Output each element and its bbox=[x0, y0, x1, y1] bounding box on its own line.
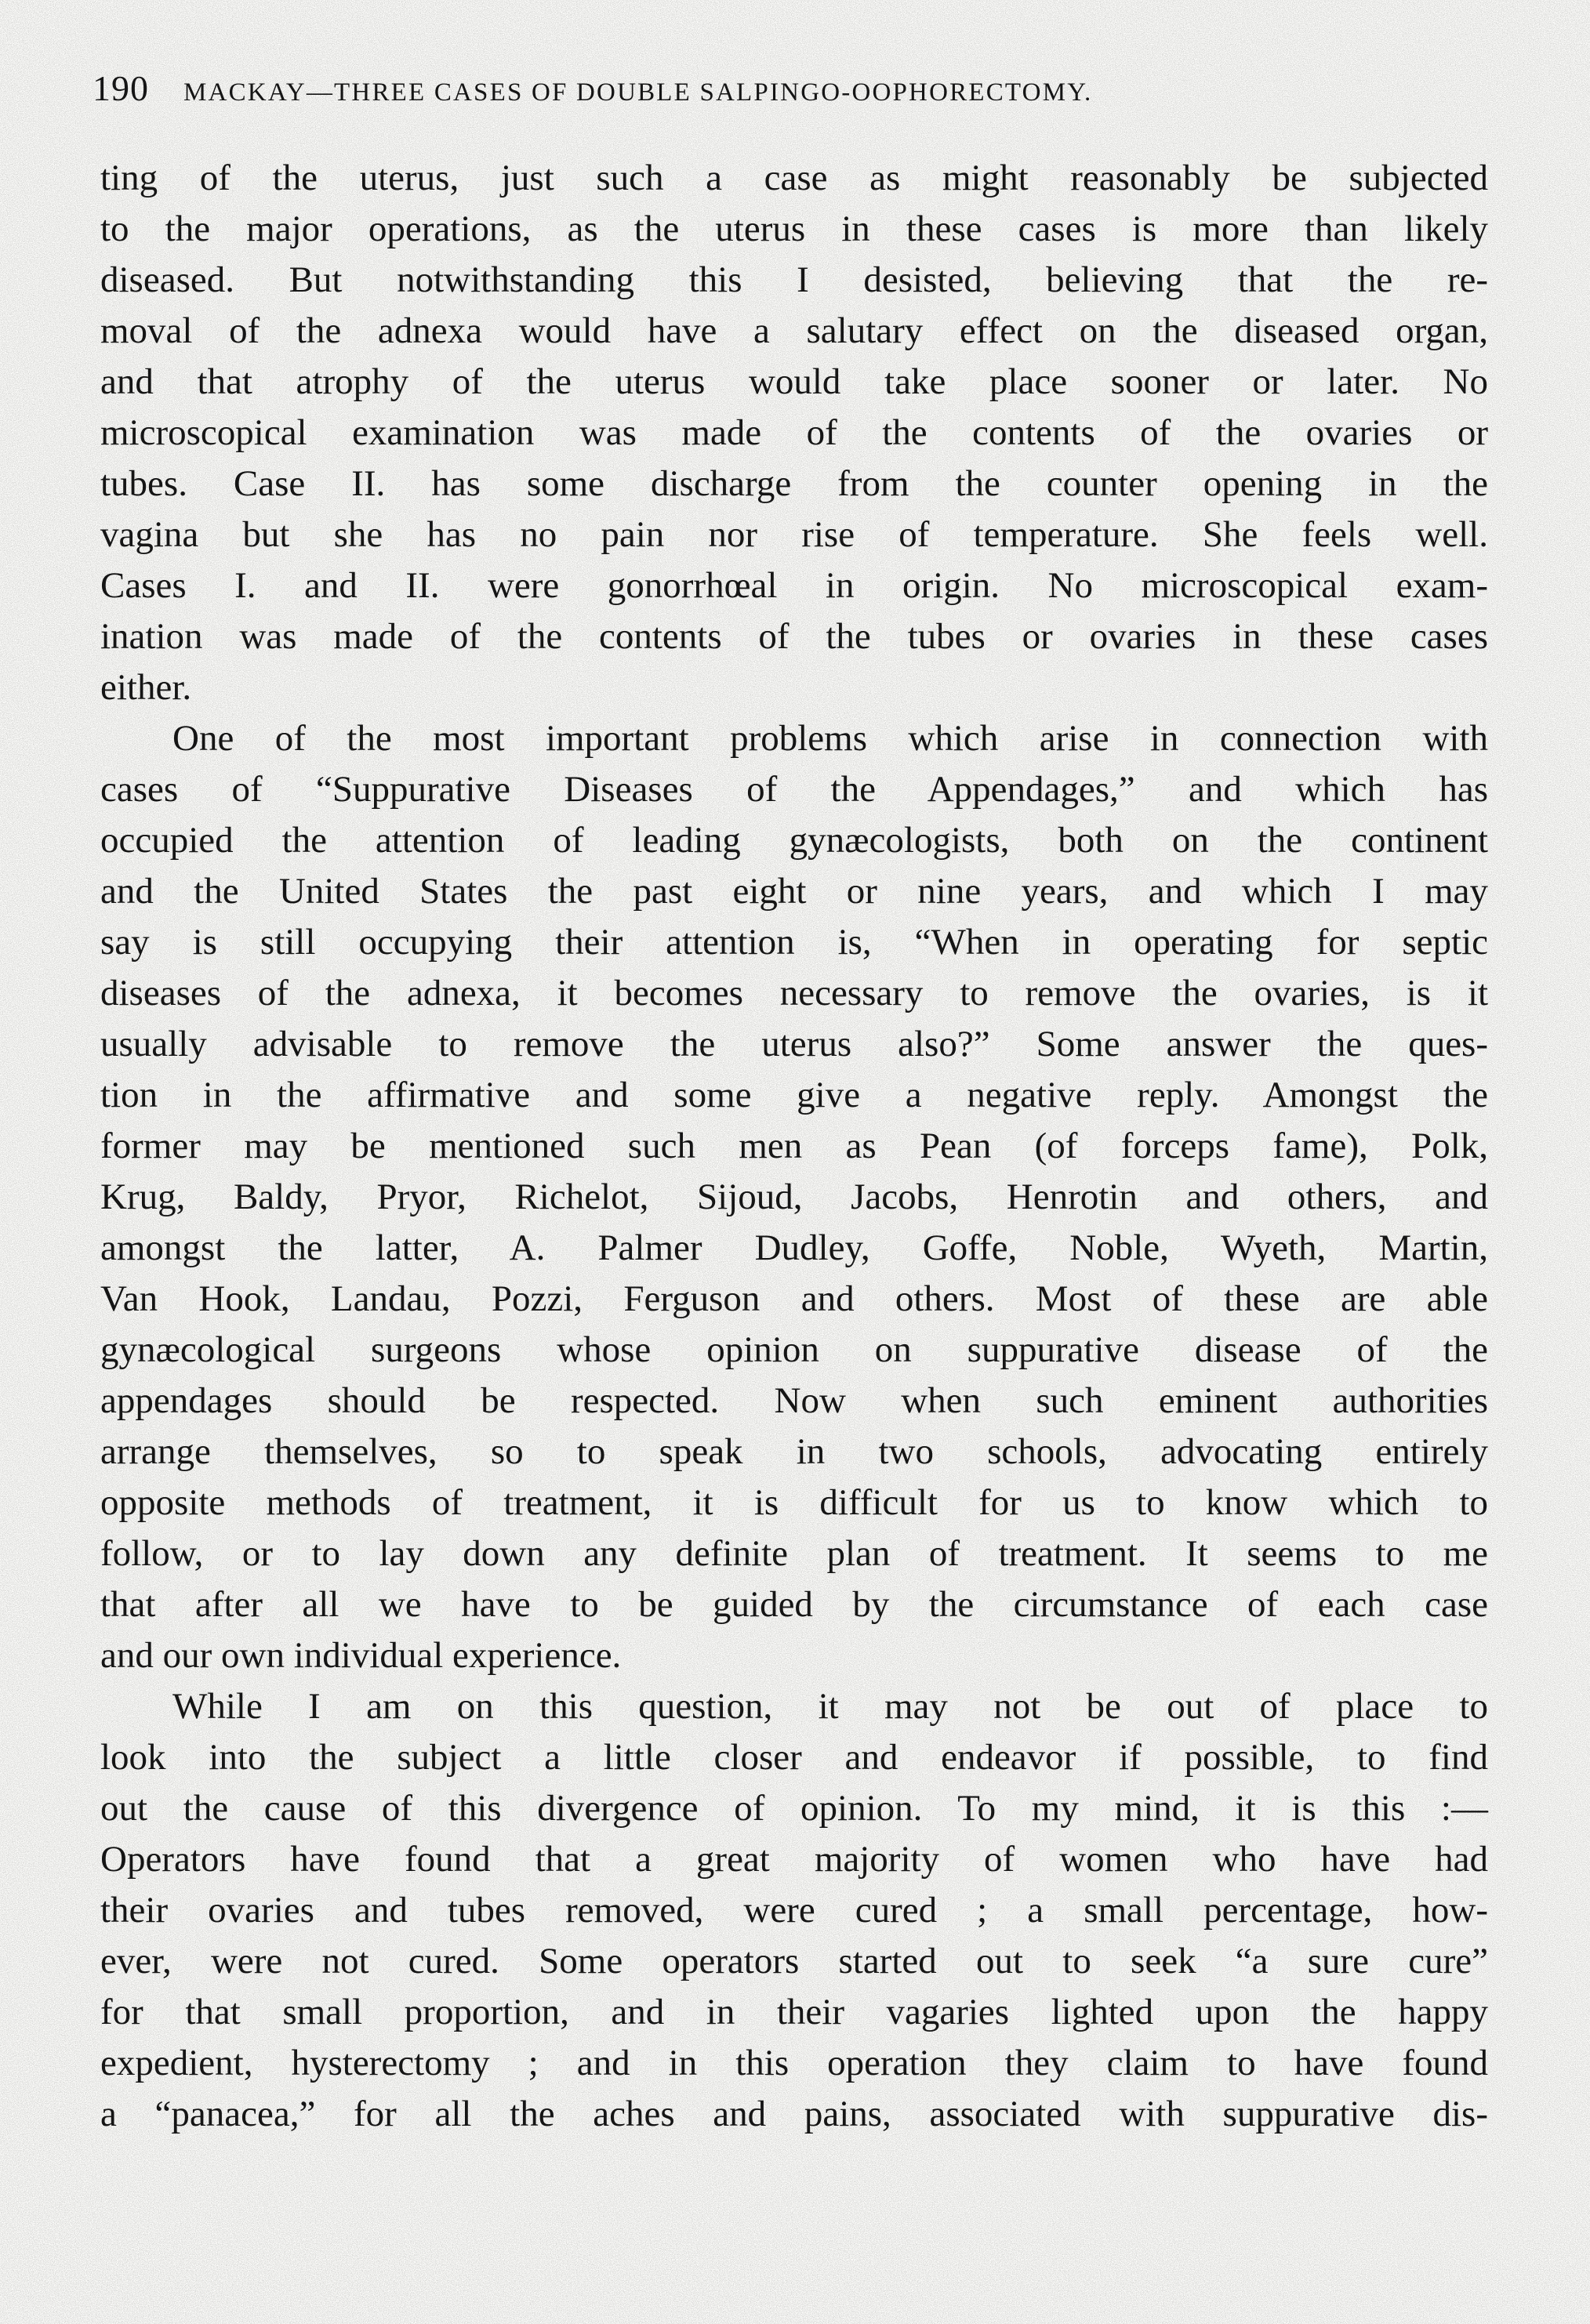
text-line: opposite methods of treatment, it is difficult for us to know which to bbox=[100, 1482, 1488, 1523]
text-line: and that atrophy of the uterus would take place sooner or later. No bbox=[100, 361, 1488, 402]
text-line: amongst the latter, A. Palmer Dudley, Goffe, Noble, Wyeth, Martin, bbox=[100, 1227, 1488, 1268]
text-line: that after all we have to be guided by the circumstance of each case bbox=[100, 1584, 1488, 1625]
text-line: ination was made of the contents of the tubes or ovaries in these cases bbox=[100, 616, 1488, 657]
text-line: ting of the uterus, just such a case as might reasonably be subjected bbox=[100, 158, 1488, 198]
text-line: out the cause of this divergence of opinion. To my mind, it is this :— bbox=[100, 1788, 1488, 1829]
text-line: look into the subject a little closer and endeavor if possible, to find bbox=[100, 1737, 1488, 1778]
text-line: and the United States the past eight or nine years, and which I may bbox=[100, 871, 1488, 912]
text-line: and our own individual experience. bbox=[100, 1635, 622, 1676]
text-line: Van Hook, Landau, Pozzi, Ferguson and others. Most of these are able bbox=[100, 1278, 1488, 1319]
text-line: tion in the affirmative and some give a negative reply. Amongst the bbox=[100, 1075, 1488, 1115]
text-line: While I am on this question, it may not be out of place to bbox=[172, 1686, 1488, 1727]
text-line: usually advisable to remove the uterus also?” Some answer the ques- bbox=[100, 1024, 1488, 1064]
text-line: microscopical examination was made of the contents of the ovaries or bbox=[100, 412, 1488, 453]
text-line: former may be mentioned such men as Pean (of forceps fame), Polk, bbox=[100, 1126, 1488, 1166]
text-line: occupied the attention of leading gynæcologists, both on the continent bbox=[100, 820, 1488, 861]
text-line: cases of “Suppurative Diseases of the Appendages,” and which has bbox=[100, 769, 1488, 810]
text-line: either. bbox=[100, 667, 192, 708]
text-line: expedient, hysterectomy ; and in this operation they claim to have found bbox=[100, 2043, 1488, 2083]
text-line: a “panacea,” for all the aches and pains, associated with suppurative dis- bbox=[100, 2094, 1488, 2134]
page-header bbox=[93, 67, 1512, 114]
text-line: to the major operations, as the uterus in these cases is more than likely bbox=[100, 208, 1488, 249]
text-line: ever, were not cured. Some operators started out to seek “a sure cure” bbox=[100, 1941, 1488, 1981]
text-line: Krug, Baldy, Pryor, Richelot, Sijoud, Jacobs, Henrotin and others, and bbox=[100, 1177, 1488, 1217]
text-line: their ovaries and tubes removed, were cured ; a small percentage, how- bbox=[100, 1890, 1488, 1931]
running-head: MACKAY—THREE CASES OF DOUBLE SALPINGO-OOPHORECTOMY. bbox=[183, 78, 1093, 107]
text-line: gynæcological surgeons whose opinion on suppurative disease of the bbox=[100, 1329, 1488, 1370]
text-line: follow, or to lay down any definite plan of treatment. It seems to me bbox=[100, 1533, 1488, 1574]
text-line: for that small proportion, and in their vagaries lighted upon the happy bbox=[100, 1992, 1488, 2032]
text-line: arrange themselves, so to speak in two schools, advocating entirely bbox=[100, 1431, 1488, 1472]
text-line: moval of the adnexa would have a salutary effect on the diseased organ, bbox=[100, 310, 1488, 351]
page-number: 190 bbox=[93, 68, 149, 108]
text-line: diseases of the adnexa, it becomes necessary to remove the ovaries, is it bbox=[100, 973, 1488, 1013]
text-line: Cases I. and II. were gonorrhœal in origin. No microscopical exam- bbox=[100, 565, 1488, 606]
text-line: say is still occupying their attention is, “When in operating for septic bbox=[100, 922, 1488, 963]
text-line: appendages should be respected. Now when such eminent authorities bbox=[100, 1380, 1488, 1421]
text-line: tubes. Case II. has some discharge from the counter opening in the bbox=[100, 463, 1488, 504]
text-line: diseased. But notwithstanding this I desisted, believing that the re- bbox=[100, 259, 1488, 300]
text-line: Operators have found that a great majority of women who have had bbox=[100, 1839, 1488, 1880]
text-line: One of the most important problems which arise in connection with bbox=[172, 718, 1488, 759]
text-line: vagina but she has no pain nor rise of temperature. She feels well. bbox=[100, 514, 1488, 555]
